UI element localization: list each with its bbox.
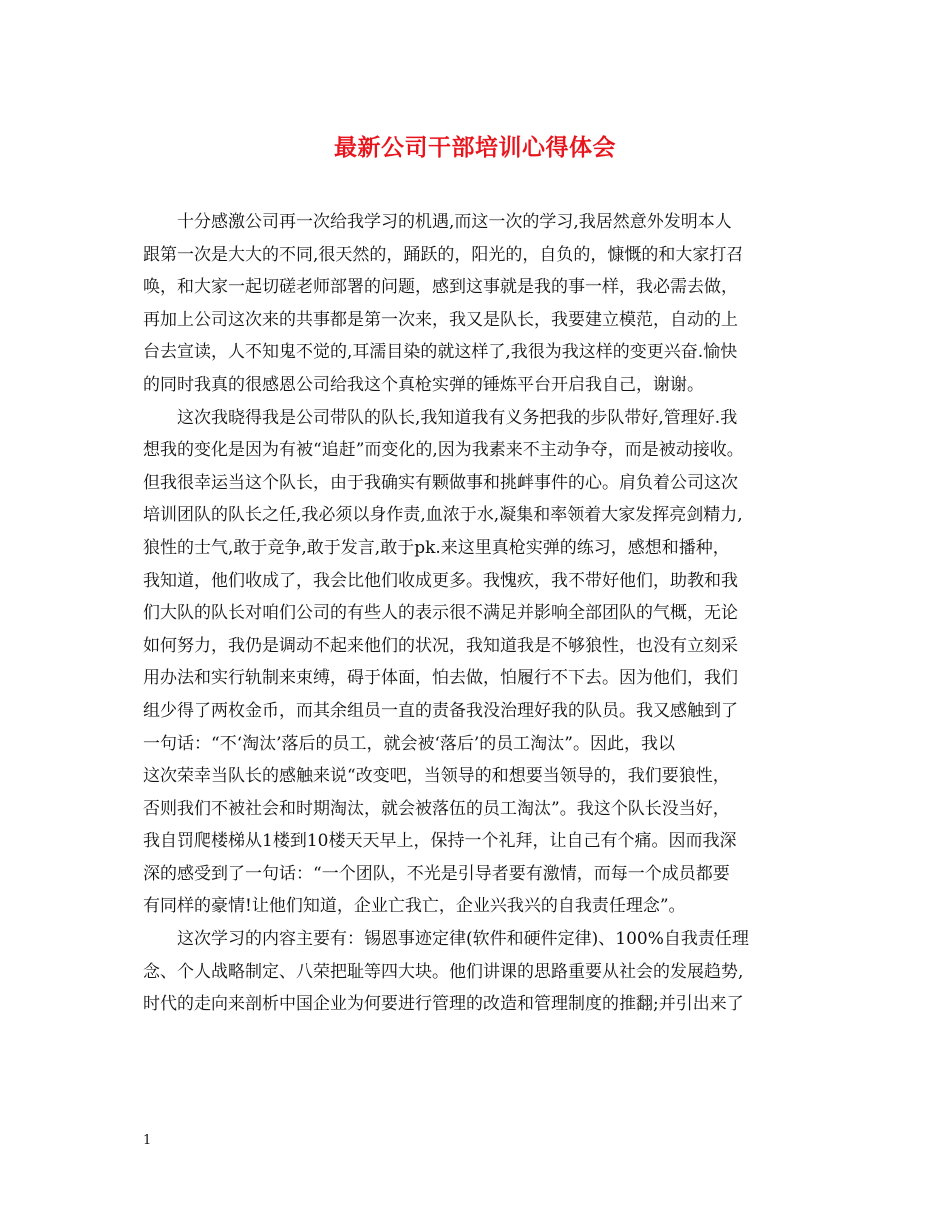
text-line: 的同时我真的很感恩公司给我这个真枪实弹的锤炼平台开启我自己，谢谢。 — [143, 374, 704, 395]
text-line: 如何努力，我仍是调动不起来他们的状况，我知道我是不够狼性，也没有立刻采 — [143, 635, 738, 656]
text-line: 我知道，他们收成了，我会比他们收成更多。我愧疚，我不带好他们，助教和我 — [143, 570, 738, 591]
text-line: 有同样的豪情!让他们知道，企业亡我亡，企业兴我兴的自我责任理念”。 — [143, 896, 686, 917]
text-line: 十分感激公司再一次给我学习的机遇,而这一次的学习,我居然意外发明本人 — [143, 212, 732, 232]
text-line: 但我很幸运当这个队长，由于我确实有颗做事和挑衅事件的心。肩负着公司这次 — [143, 472, 738, 493]
body-text — [143, 206, 813, 1021]
text-line: 这次学习的内容主要有：锡恩事迹定律(软件和硬件定律)、100%自我责任理 — [143, 929, 749, 950]
text-line: 深的感受到了一句话：“一个团队，不光是引导者要有激情，而每一个成员都要 — [143, 863, 730, 884]
text-line: 否则我们不被社会和时期淘汰，就会被落伍的员工淘汰”。我这个队长没当好， — [143, 798, 730, 819]
page-title: 最新公司干部培训心得体会 — [334, 134, 616, 161]
text-line: 再加上公司这次来的共事都是第一次来，我又是队长，我要建立模范，自动的上 — [143, 309, 738, 330]
text-line: 我自罚爬楼梯从1楼到10楼天天早上，保持一个礼拜，让自己有个痛。因而我深 — [143, 831, 737, 852]
text-line: 培训团队的队长之任,我必须以身作责,血浓于水,凝集和率领着大家发挥亮剑精力, — [143, 505, 743, 526]
text-line: 时代的走向来剖析中国企业为何要进行管理的改造和管理制度的推翻;并引出来了 — [143, 994, 744, 1015]
text-line: 狼性的士气,敢于竞争,敢于发言,敢于pk.来这里真枪实弹的练习，感想和播种， — [143, 537, 730, 558]
text-line: 一句话：“不‘淘汰’落后的员工，就会被‘落后’的员工淘汰”。因此，我以 — [143, 733, 675, 754]
text-line: 台去宣读，人不知鬼不觉的,耳濡目染的就这样了,我很为我这样的变更兴奋.愉快 — [143, 342, 738, 363]
text-line: 用办法和实行轨制来束缚，碍于体面，怕去做，怕履行不下去。因为他们，我们 — [143, 668, 738, 689]
text-line: 组少得了两枚金币，而其余组员一直的责备我没治理好我的队员。我又感触到了 — [143, 700, 738, 721]
text-line: 念、个人战略制定、八荣把耻等四大块。他们讲课的思路重要从社会的发展趋势, — [143, 961, 744, 982]
text-line: 们大队的队长对咱们公司的有些人的表示很不满足并影响全部团队的气概，无论 — [143, 603, 738, 624]
text-line: 唤，和大家一起切磋老师部署的问题，感到这事就是我的事一样，我必需去做， — [143, 277, 738, 298]
text-line: 这次我晓得我是公司带队的队长,我知道我有义务把我的步队带好,管理好.我 — [143, 407, 738, 428]
text-line: 想我的变化是因为有被“追赶”而变化的,因为我素来不主动争夺，而是被动接收。 — [143, 440, 744, 461]
text-line: 跟第一次是大大的不同,很天然的，踊跃的，阳光的，自负的，慷慨的和大家打召 — [143, 244, 744, 265]
text-line: 这次荣幸当队长的感触来说“改变吧，当领导的和想要当领导的，我们要狼性， — [143, 766, 730, 787]
page-number: 1 — [143, 1133, 152, 1148]
